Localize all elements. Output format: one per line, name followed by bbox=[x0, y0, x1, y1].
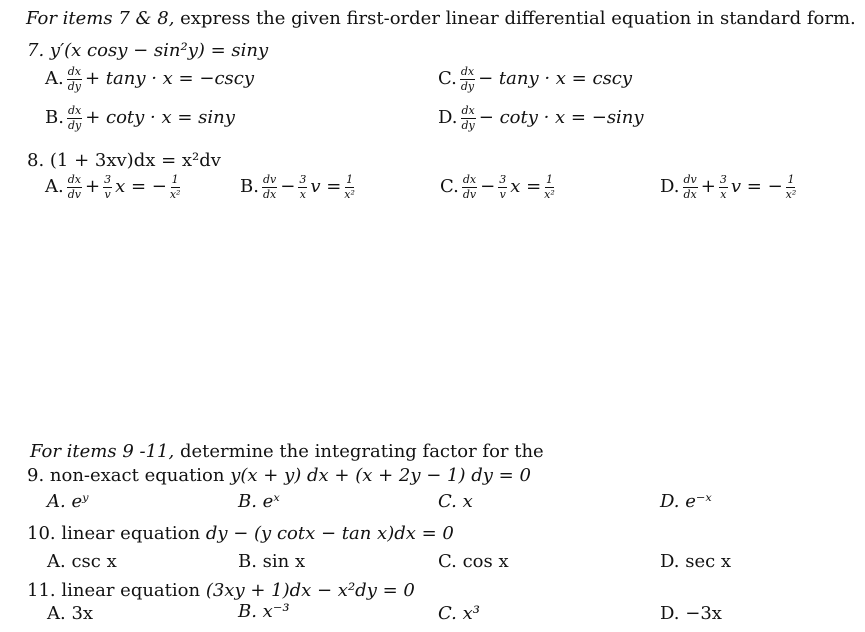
q10-option-a: A. csc x bbox=[47, 551, 117, 572]
instructions-9-11-rest: determine the integrating factor for the bbox=[174, 441, 544, 462]
q7-b-num: dx bbox=[67, 104, 82, 117]
q8-b-f3d: x² bbox=[344, 187, 355, 201]
q8-a-f1n: dx bbox=[67, 173, 81, 186]
q8-d-f1n: dv bbox=[683, 173, 697, 186]
q7-stem: 7. y′(x cosy − sin²y) = siny bbox=[27, 40, 269, 61]
q8-option-d bbox=[660, 174, 797, 200]
q8-option-b-letter: B. bbox=[240, 176, 259, 198]
q7-option-b-fraction bbox=[67, 105, 82, 131]
q8-d-f3n: 1 bbox=[787, 173, 795, 186]
q9-option-d: D. e⁻ˣ bbox=[660, 491, 712, 512]
q7-option-d-tail: − coty · x = −siny bbox=[478, 107, 644, 129]
q8-b-mid: v = bbox=[310, 176, 342, 198]
q7-c-den: dy bbox=[460, 79, 475, 93]
q7-option-a bbox=[45, 66, 254, 92]
q8-a-frac1 bbox=[67, 174, 82, 200]
instructions-7-8-rest: express the given first-order linear differential equation in standard form. bbox=[174, 8, 856, 29]
q9-stem bbox=[27, 467, 531, 485]
q8-option-c-letter: C. bbox=[440, 176, 459, 198]
q8-stem: 8. (1 + 3xv)dx = x²dv bbox=[27, 150, 221, 171]
q11-option-c: C. x³ bbox=[438, 603, 480, 624]
q10-stem bbox=[27, 525, 454, 543]
q8-a-mid: x = − bbox=[115, 176, 167, 198]
q7-option-c-tail: − tany · x = cscy bbox=[478, 68, 633, 90]
q8-d-f2d: x bbox=[720, 187, 727, 201]
q8-c-f3n: 1 bbox=[545, 173, 553, 186]
q8-option-c bbox=[440, 174, 556, 200]
q7-option-c-letter: C. bbox=[438, 68, 457, 90]
q9-stem-text: 9. non-exact equation bbox=[27, 465, 231, 486]
q7-option-d-fraction bbox=[461, 105, 476, 131]
q8-a-f3d: x² bbox=[169, 187, 181, 201]
q8-a-frac3 bbox=[170, 174, 181, 200]
q8-a-f2d: v bbox=[104, 187, 111, 201]
q8-d-f2n: 3 bbox=[719, 173, 727, 186]
q9-option-b: B. eˣ bbox=[238, 491, 280, 512]
q7-b-den: dy bbox=[67, 118, 82, 132]
q7-option-a-letter: A. bbox=[45, 68, 64, 90]
q8-b-f3n: 1 bbox=[346, 173, 354, 186]
q8-b-f1d: dx bbox=[262, 187, 277, 201]
q8-a-frac2 bbox=[103, 174, 112, 200]
q8-option-a-letter: A. bbox=[45, 176, 64, 198]
instructions-9-11-lead: For items 9 -11, bbox=[30, 441, 175, 462]
q7-option-d-letter: D. bbox=[438, 107, 458, 129]
q11-stem-equation: (3xy + 1)dx − x²dy = 0 bbox=[205, 580, 415, 601]
q7-option-b-letter: B. bbox=[45, 107, 64, 129]
q8-a-f1d: dv bbox=[67, 187, 81, 201]
q11-option-d: D. −3x bbox=[660, 603, 722, 624]
q7-c-num: dx bbox=[460, 65, 475, 78]
q7-option-b-tail: + coty · x = siny bbox=[85, 107, 235, 129]
q10-option-b: B. sin x bbox=[238, 551, 306, 572]
q8-option-b bbox=[240, 174, 356, 200]
q11-stem-text: 11. linear equation bbox=[27, 580, 206, 601]
q8-b-frac1 bbox=[262, 174, 277, 200]
q7-a-num: dx bbox=[67, 65, 81, 78]
q8-c-op1: − bbox=[480, 176, 496, 198]
q8-b-f1n: dv bbox=[262, 173, 277, 186]
q8-d-f1d: dx bbox=[683, 187, 697, 201]
q7-option-c-fraction bbox=[460, 66, 475, 92]
q9-stem-equation: y(x + y) dx + (x + 2y − 1) dy = 0 bbox=[230, 465, 531, 486]
q8-b-frac3 bbox=[344, 174, 355, 200]
q7-option-b bbox=[45, 105, 235, 131]
q11-option-b: B. x⁻³ bbox=[238, 601, 290, 622]
q8-d-frac1 bbox=[683, 174, 698, 200]
q11-stem bbox=[27, 582, 415, 600]
q9-option-c: C. x bbox=[438, 491, 473, 512]
q7-d-num: dx bbox=[461, 104, 475, 117]
instructions-9-11 bbox=[30, 443, 544, 461]
q8-c-frac1 bbox=[462, 174, 477, 200]
q8-option-a bbox=[45, 174, 181, 200]
q8-b-op1: − bbox=[280, 176, 296, 198]
q8-c-frac3 bbox=[544, 174, 555, 200]
q8-c-f2n: 3 bbox=[499, 173, 507, 186]
q7-d-den: dy bbox=[461, 118, 475, 132]
q10-stem-text: 10. linear equation bbox=[27, 523, 206, 544]
q8-a-op1: + bbox=[84, 176, 101, 198]
instructions-7-8-lead: For items 7 & 8, bbox=[26, 8, 175, 29]
q7-a-den: dy bbox=[67, 79, 81, 93]
q8-c-f1n: dx bbox=[462, 173, 477, 186]
q9-option-a: A. eʸ bbox=[47, 491, 89, 512]
q10-option-d: D. sec x bbox=[660, 551, 732, 572]
q8-c-f3d: x² bbox=[544, 187, 555, 201]
q8-b-frac2 bbox=[298, 174, 307, 200]
q7-option-c bbox=[438, 66, 632, 92]
q8-c-frac2 bbox=[498, 174, 507, 200]
q10-option-c: C. cos x bbox=[438, 551, 509, 572]
q7-option-a-tail: + tany · x = −cscy bbox=[84, 68, 255, 90]
q10-stem-equation: dy − (y cotx − tan x)dx = 0 bbox=[205, 523, 454, 544]
q8-option-d-letter: D. bbox=[660, 176, 680, 198]
q8-d-frac3 bbox=[786, 174, 797, 200]
q8-d-mid: v = − bbox=[730, 176, 783, 198]
q8-d-f3d: x² bbox=[785, 187, 797, 201]
q8-c-f1d: dv bbox=[462, 187, 477, 201]
q7-option-a-fraction bbox=[67, 66, 82, 92]
q11-option-a: A. 3x bbox=[47, 603, 94, 624]
instructions-7-8 bbox=[26, 10, 856, 28]
q8-b-f2d: x bbox=[299, 187, 306, 201]
q8-d-op1: + bbox=[700, 176, 716, 198]
q8-b-f2n: 3 bbox=[299, 173, 307, 186]
q8-c-f2d: v bbox=[499, 187, 506, 201]
q8-a-f2n: 3 bbox=[104, 173, 112, 186]
q8-c-mid: x = bbox=[510, 176, 542, 198]
q8-d-frac2 bbox=[719, 174, 728, 200]
q7-option-d bbox=[438, 105, 644, 131]
q8-a-f3n: 1 bbox=[171, 173, 179, 186]
